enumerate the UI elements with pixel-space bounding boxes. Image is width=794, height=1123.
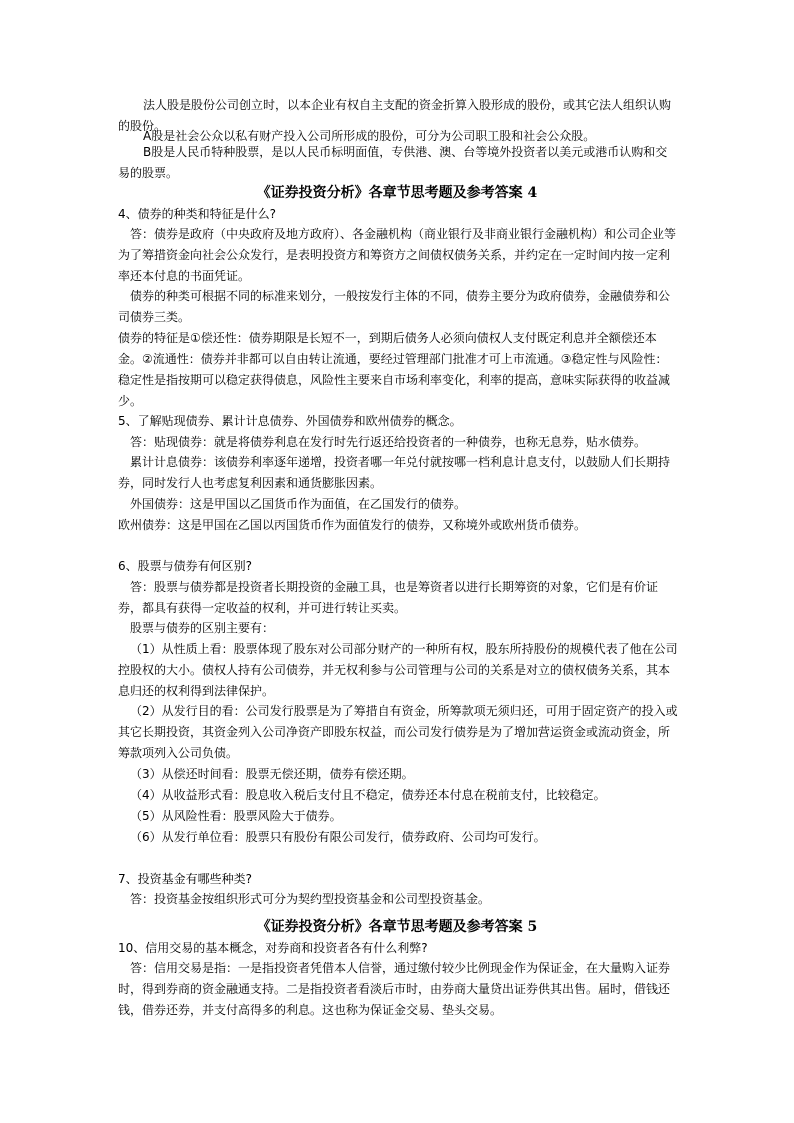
answer-6-intro: 答：股票与债券都是投资者长期投资的金融工具，也是筹资者以进行长期筹资的对象，它们是有价证券，都具有获得一定收益的权利，并可进行转让买卖。 xyxy=(118,580,659,615)
answer-6-item-2: （2）从发行目的看：公司发行股票是为了筹措自有资金，所筹款项无须归还，可用于固定资产的投入或其它长期投资，其资金列入公司净资产即股东权益，而公司发行债券是为了增加营运资金或流动资金，所筹款项列入公司负债。 xyxy=(118,704,678,760)
question-5: 5、了解贴现债券、累计计息债券、外国债券和欧州债券的概念。 xyxy=(118,414,462,428)
answer-10: 答：信用交易是指：一是指投资者凭借本人信誉，通过缴付较少比例现金作为保证金，在大量购入证券时，得到券商的资金融通支持。二是指投资者看淡后市时，由券商大量贷出证券供其出售。届时，借钱还钱，借券还券，并支付高得多的利息。这也称为保证金交易、垫头交易。 xyxy=(118,961,671,1017)
section-4-title: 《证券投资分析》各章节思考题及参考答案 4 xyxy=(256,185,538,201)
section-5-title: 《证券投资分析》各章节思考题及参考答案 5 xyxy=(256,919,538,935)
answer-4-definition: 答：债券是政府（中央政府及地方政府）、各金融机构（商业银行及非商业银行金融机构）和公司企业等为了筹措资金向社会公众发行，是表明投资方和筹资方之间债权债务关系，并约定在一定时间内按一定利率还本付息的书面凭证。 xyxy=(118,227,677,283)
question-7: 7、投资基金有哪些种类? xyxy=(118,872,253,886)
question-10: 10、信用交易的基本概念，对券商和投资者各有什么利弊? xyxy=(118,941,428,955)
answer-5-cumulative-bond: 累计计息债券：该债券利率逐年递增，投资者哪一年兑付就按哪一档利息计息支付，以鼓励人们长期持券，同时发行人也考虑复利因素和通货膨胀因素。 xyxy=(118,455,671,490)
paragraph-legal-person-shares: 法人股是股份公司创立时，以本企业有权自主支配的资金折算入股形成的股份，或其它法人组织认购的股份。 xyxy=(118,98,672,133)
question-6: 6、股票与债券有何区别? xyxy=(118,559,253,573)
answer-6-item-3: （3）从偿还时间看：股票无偿还期，债券有偿还期。 xyxy=(130,767,414,781)
answer-5-euro-bond: 欧州债券：这是甲国在乙国以丙国货币作为面值发行的债券，又称境外或欧州货币债券。 xyxy=(118,518,587,532)
question-4: 4、债券的种类和特征是什么? xyxy=(118,207,277,221)
paragraph-a-shares: A股是社会公众以私有财产投入公司所形成的股份，可分为公司职工股和社会公众股。 xyxy=(143,129,596,143)
answer-6-item-6: （6）从发行单位看：股票只有股份有限公司发行，债券政府、公司均可发行。 xyxy=(130,830,546,844)
answer-4-features: 债券的特征是①偿还性：债券期限是长短不一，到期后债务人必须向债权人支付既定利息并全额偿还本金。②流通性：债券并非都可以自由转让流通，要经过管理部门批准才可上市流通。③稳定性与风险性：稳定性是指按期可以稳定获得债息，风险性主要来自市场利率变化，利率的提高，意味实际获得的收益减少。 xyxy=(118,331,671,408)
answer-6-item-1: （1）从性质上看：股票体现了股东对公司部分财产的一种所有权，股东所持股份的规模代表了他在公司控股权的大小。债权人持有公司债券，并无权利参与公司管理与公司的关系是对立的债权债务关系，其本息归还的权利得到法律保护。 xyxy=(118,642,678,698)
answer-7: 答：投资基金按组织形式可分为契约型投资基金和公司型投资基金。 xyxy=(130,892,491,906)
answer-5-discount-bond: 答：贴现债券：就是将债券利息在发行时先行返还给投资者的一种债券，也称无息券，贴水债券。 xyxy=(130,435,647,449)
answer-6-diff-heading: 股票与债券的区别主要有： xyxy=(130,621,275,635)
paragraph-b-shares: B股是人民币特种股票，是以人民币标明面值，专供港、澳、台等境外投资者以美元或港币认购和交易的股票。 xyxy=(118,145,668,180)
answer-5-foreign-bond: 外国债券：这是甲国以乙国货币作为面值，在乙国发行的债券。 xyxy=(130,497,467,511)
answer-6-item-4: （4）从收益形式看：股息收入税后支付且不稳定，债券还本付息在税前支付，比较稳定。 xyxy=(130,788,606,802)
answer-6-item-5: （5）从风险性看：股票风险大于债券。 xyxy=(130,809,342,823)
answer-4-types: 债券的种类可根据不同的标准来划分，一般按发行主体的不同，债券主要分为政府债券，金融债券和公司债券三类。 xyxy=(118,289,671,324)
